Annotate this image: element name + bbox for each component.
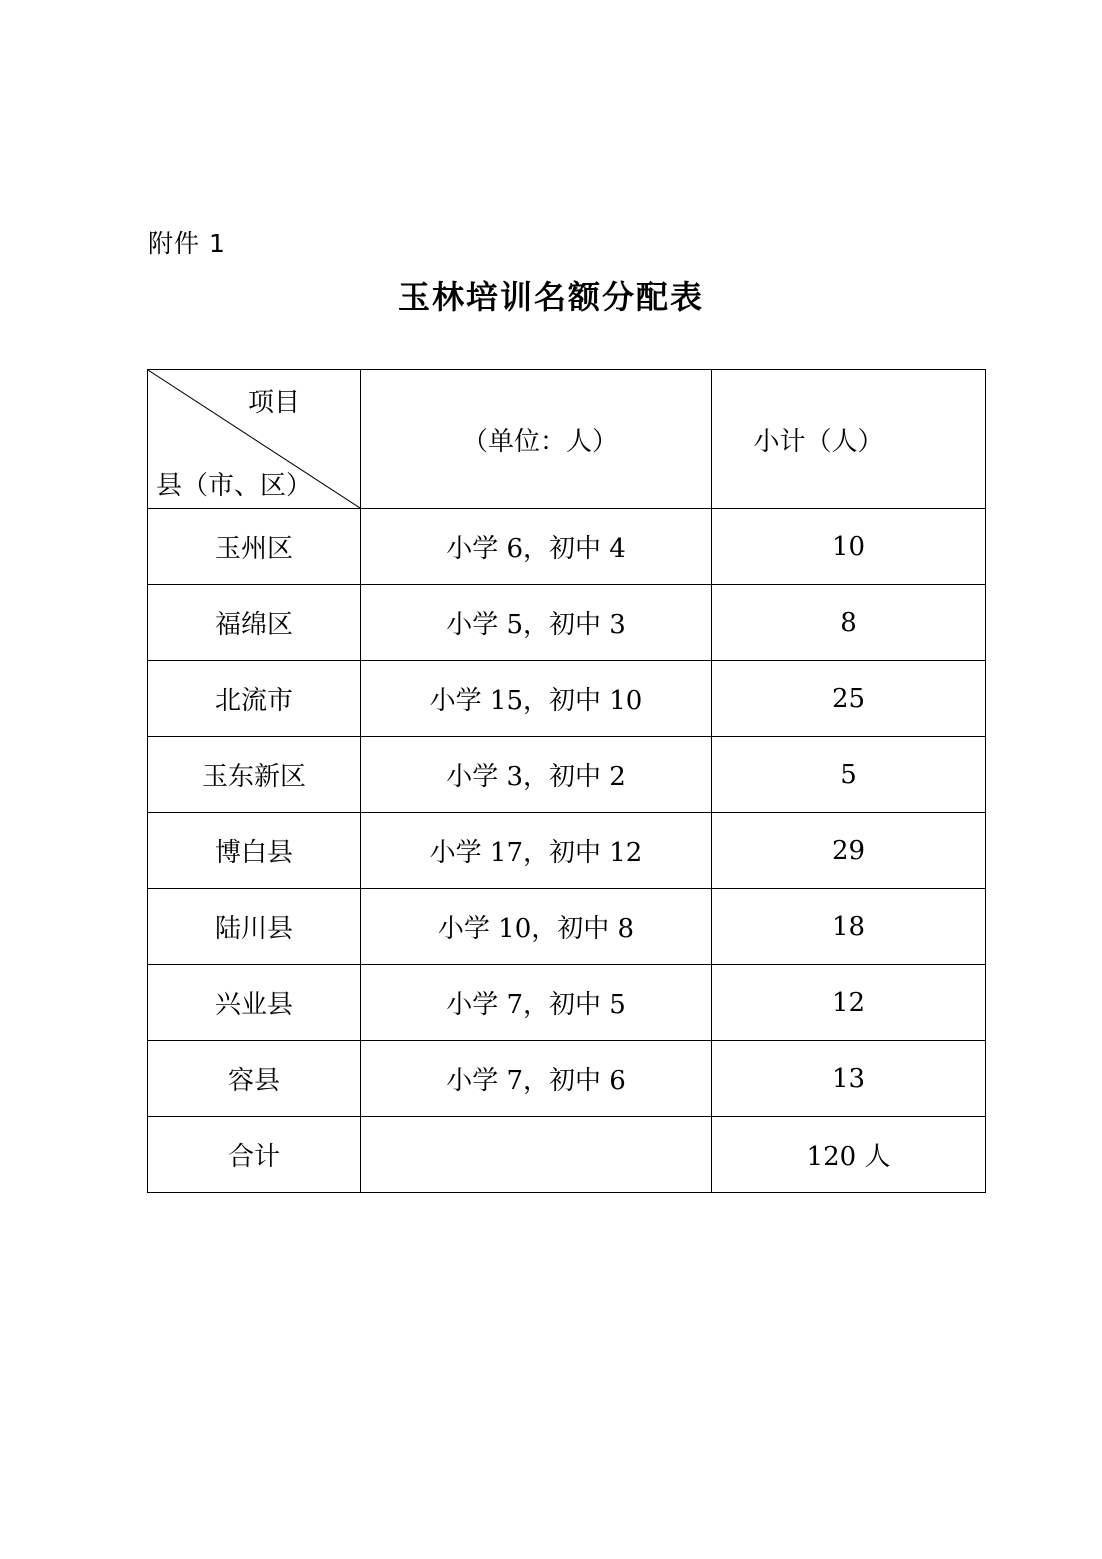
subtotal-cell: 18 xyxy=(712,889,986,965)
allocation-table xyxy=(147,369,986,1193)
header-county-label: 县（市、区） xyxy=(156,471,313,501)
detail-cell: 小学 15，初中 10 xyxy=(361,661,712,737)
subtotal-cell: 13 xyxy=(712,1041,986,1117)
county-cell: 陆川县 xyxy=(148,889,361,965)
county-cell: 兴业县 xyxy=(148,965,361,1041)
table-header-row xyxy=(148,370,986,509)
county-cell: 玉州区 xyxy=(148,509,361,585)
table-row xyxy=(148,889,986,965)
table-row xyxy=(148,1041,986,1117)
table-row xyxy=(148,509,986,585)
county-cell: 北流市 xyxy=(148,661,361,737)
table-row xyxy=(148,965,986,1041)
detail-cell: 小学 7，初中 5 xyxy=(361,965,712,1041)
subtotal-cell: 10 xyxy=(712,509,986,585)
detail-cell: 小学 17，初中 12 xyxy=(361,813,712,889)
subtotal-cell: 8 xyxy=(712,585,986,661)
detail-cell: 小学 5，初中 3 xyxy=(361,585,712,661)
detail-cell: 小学 6，初中 4 xyxy=(361,509,712,585)
total-detail-cell xyxy=(361,1117,712,1193)
subtotal-cell: 25 xyxy=(712,661,986,737)
county-cell: 博白县 xyxy=(148,813,361,889)
county-cell: 玉东新区 xyxy=(148,737,361,813)
table-row xyxy=(148,737,986,813)
table-row xyxy=(148,813,986,889)
county-cell: 福绵区 xyxy=(148,585,361,661)
detail-cell: 小学 7，初中 6 xyxy=(361,1041,712,1117)
attachment-label: 附件 1 xyxy=(148,229,226,258)
page-title: 玉林培训名额分配表 xyxy=(397,278,704,316)
total-label-cell: 合计 xyxy=(148,1117,361,1193)
total-value-cell: 120 人 xyxy=(712,1117,986,1193)
allocation-table-body xyxy=(148,370,986,1193)
detail-cell: 小学 10，初中 8 xyxy=(361,889,712,965)
table-row xyxy=(148,661,986,737)
header-unit-label: （单位：人） xyxy=(461,426,618,457)
header-unit-cell xyxy=(361,370,712,509)
subtotal-cell: 29 xyxy=(712,813,986,889)
subtotal-cell: 5 xyxy=(712,737,986,813)
header-subtotal-label: 小计（人） xyxy=(753,426,884,457)
table-row xyxy=(148,585,986,661)
detail-cell: 小学 3，初中 2 xyxy=(361,737,712,813)
header-subtotal-cell xyxy=(712,370,986,509)
table-total-row xyxy=(148,1117,986,1193)
diagonal-header-cell xyxy=(148,370,361,509)
subtotal-cell: 12 xyxy=(712,965,986,1041)
header-item-label: 项目 xyxy=(247,388,300,418)
county-cell: 容县 xyxy=(148,1041,361,1117)
